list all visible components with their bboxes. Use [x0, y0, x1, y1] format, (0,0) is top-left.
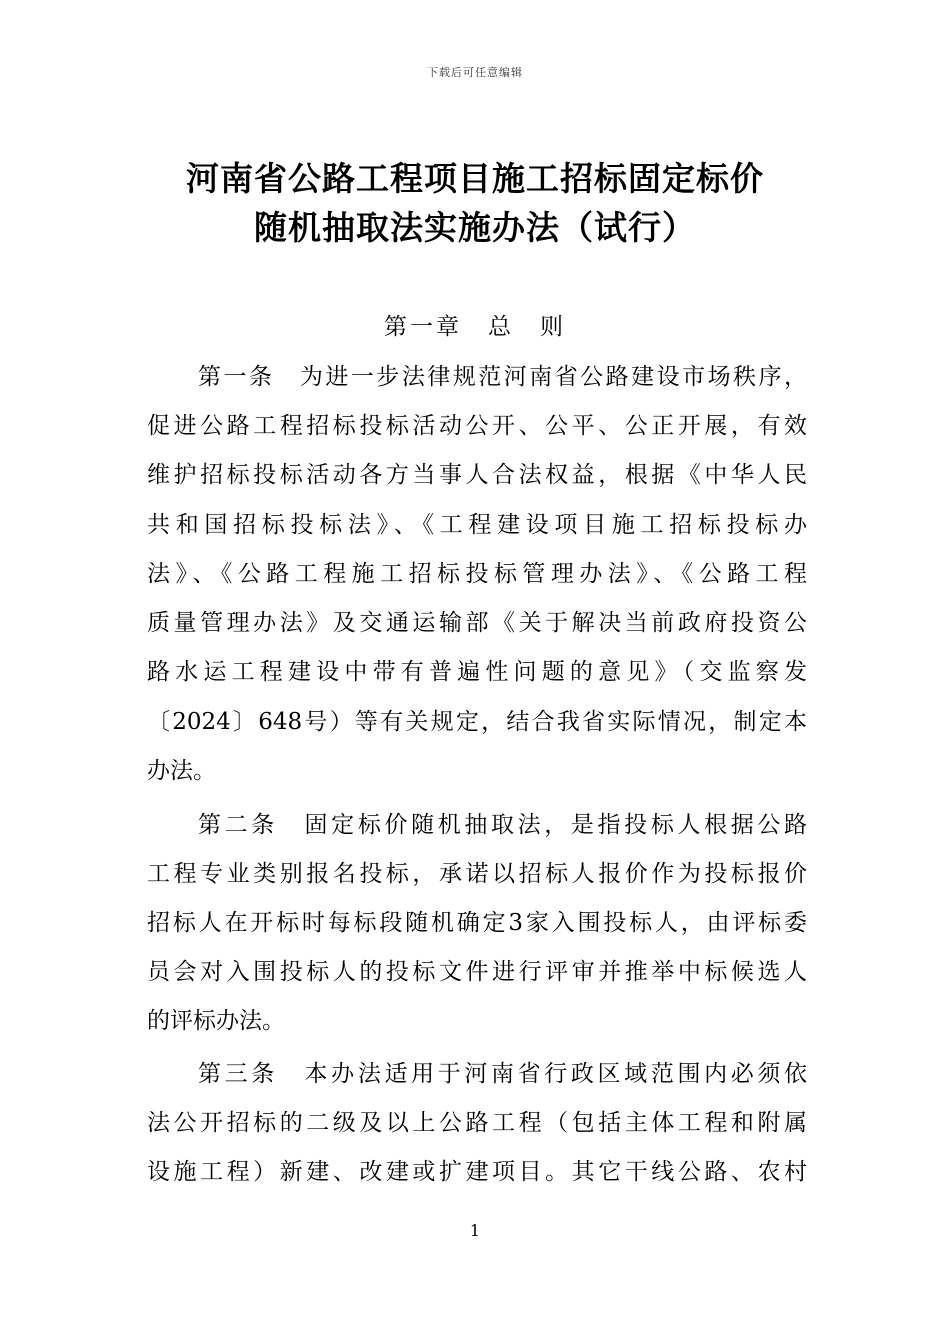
chapter-heading: 第一章 总 则 [384, 314, 566, 340]
body-line: 路水运工程建设中带有普遍性问题的意见》（交监察发 [147, 659, 807, 685]
body-line: 设施工程）新建、改建或扩建项目。其它干线公路、农村 [147, 1159, 807, 1185]
body-line: 共和国招标投标法》、《工程建设项目施工招标投标办 [147, 512, 807, 538]
body-line: 〔2024〕648号）等有关规定，结合我省实际情况，制定本 [147, 709, 807, 735]
body-line: 法》、《公路工程施工招标投标管理办法》、《公路工程 [147, 561, 807, 587]
article-2-line: 第二条 固定标价随机抽取法，是指投标人根据公路 [198, 812, 807, 838]
body-line: 员会对入围投标人的投标文件进行评审并推举中标候选人 [147, 959, 807, 985]
body-line: 招标人在开标时每标段随机确定3家入围投标人，由评标委 [147, 910, 807, 936]
body-line: 工程专业类别报名投标，承诺以招标人报价作为投标报价 [147, 861, 807, 887]
body-line: 的评标办法。 [147, 1008, 285, 1034]
body-line: 办法。 [147, 758, 216, 784]
document-title-line-2: 随机抽取法实施办法（试行） [254, 208, 696, 247]
article-3-line: 第三条 本办法适用于河南省行政区域范围内必须依 [198, 1061, 807, 1087]
body-line: 法公开招标的二级及以上公路工程（包括主体工程和附属 [147, 1110, 807, 1136]
document-title-line-1: 河南省公路工程项目施工招标固定标价 [186, 159, 764, 198]
header-note: 下载后可任意编辑 [427, 66, 523, 79]
body-line: 维护招标投标活动各方当事人合法权益，根据《中华人民 [147, 462, 807, 488]
body-line: 质量管理办法》及交通运输部《关于解决当前政府投资公 [147, 610, 807, 636]
page-number: 1 [469, 1221, 481, 1240]
article-1-line: 第一条 为进一步法律规范河南省公路建设市场秩序， [198, 364, 807, 390]
body-line: 促进公路工程招标投标活动公开、公平、公正开展，有效 [147, 413, 807, 439]
